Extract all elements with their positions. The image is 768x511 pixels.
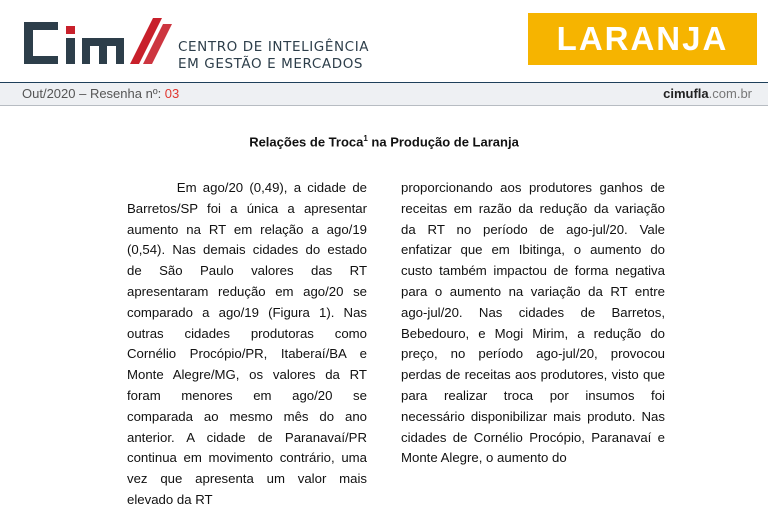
org-name-line-2: EM GESTÃO E MERCADOS (178, 56, 364, 72)
title-main: Relações de Troca (249, 134, 364, 150)
site-domain: .com.br (708, 86, 752, 101)
document-title (0, 134, 768, 149)
title-rest: na Produção de Laranja (367, 134, 519, 150)
info-bar (0, 83, 768, 106)
issue-number: 03 (164, 86, 180, 101)
org-name-line-1: CENTRO DE INTELIGÊNCIA (178, 39, 370, 55)
title-footnote-marker: 1 (363, 134, 368, 143)
site-link[interactable] (663, 86, 752, 101)
site-brand: cimufla (663, 86, 709, 101)
issue-label (22, 86, 179, 101)
product-badge: LARANJA (528, 13, 757, 65)
organization-name (178, 39, 369, 73)
left-column (127, 178, 371, 511)
cim-logo-mark (22, 16, 172, 66)
issue-prefix: Out/2020 – Resenha nº: (22, 86, 165, 101)
left-column-text: Em ago/20 (0,49), a cidade de Barretos/SP foi a única a apresentar aumento na RT em relação a ago/19 (0,54). Nas demais cidades do estado de São Paulo valores das RT apresentaram redução em ago/20 se comparado a ago/19 (Figura 1). Nas outras cidades produtoras como Cornélio Procópio/PR, Itaberaí/BA e Monte Alegre/MG, os valores da RT foram menores em ago/20 se comparada ao mesmo mês do ano anterior. A cidade de Paranavaí/PR continua em movimento contrário, uma vez que apresenta um valor mais elevado da RT (127, 180, 371, 507)
right-column (401, 178, 665, 469)
right-column-text: proporcionando aos produtores ganhos de receitas em razão da redução da variação da RT no período de ago-jul/20. Vale enfatizar que em Ibitinga, o aumento do custo também impactou de forma negativa para o aumento na variação da RT entre ago-jul/20. Nas cidades de Barretos, Bebedouro, e Mogi Mirim, a redução do preço, no período ago-jul/20, provocou perdas de receitas aos produtores, visto que para realizar troca por insumos foi necessário disponibilizar mais produto. Nas cidades de Cornélio Procópio, Paranavaí e Monte Alegre, o aumento do (401, 180, 665, 466)
cim-logo (22, 16, 172, 71)
